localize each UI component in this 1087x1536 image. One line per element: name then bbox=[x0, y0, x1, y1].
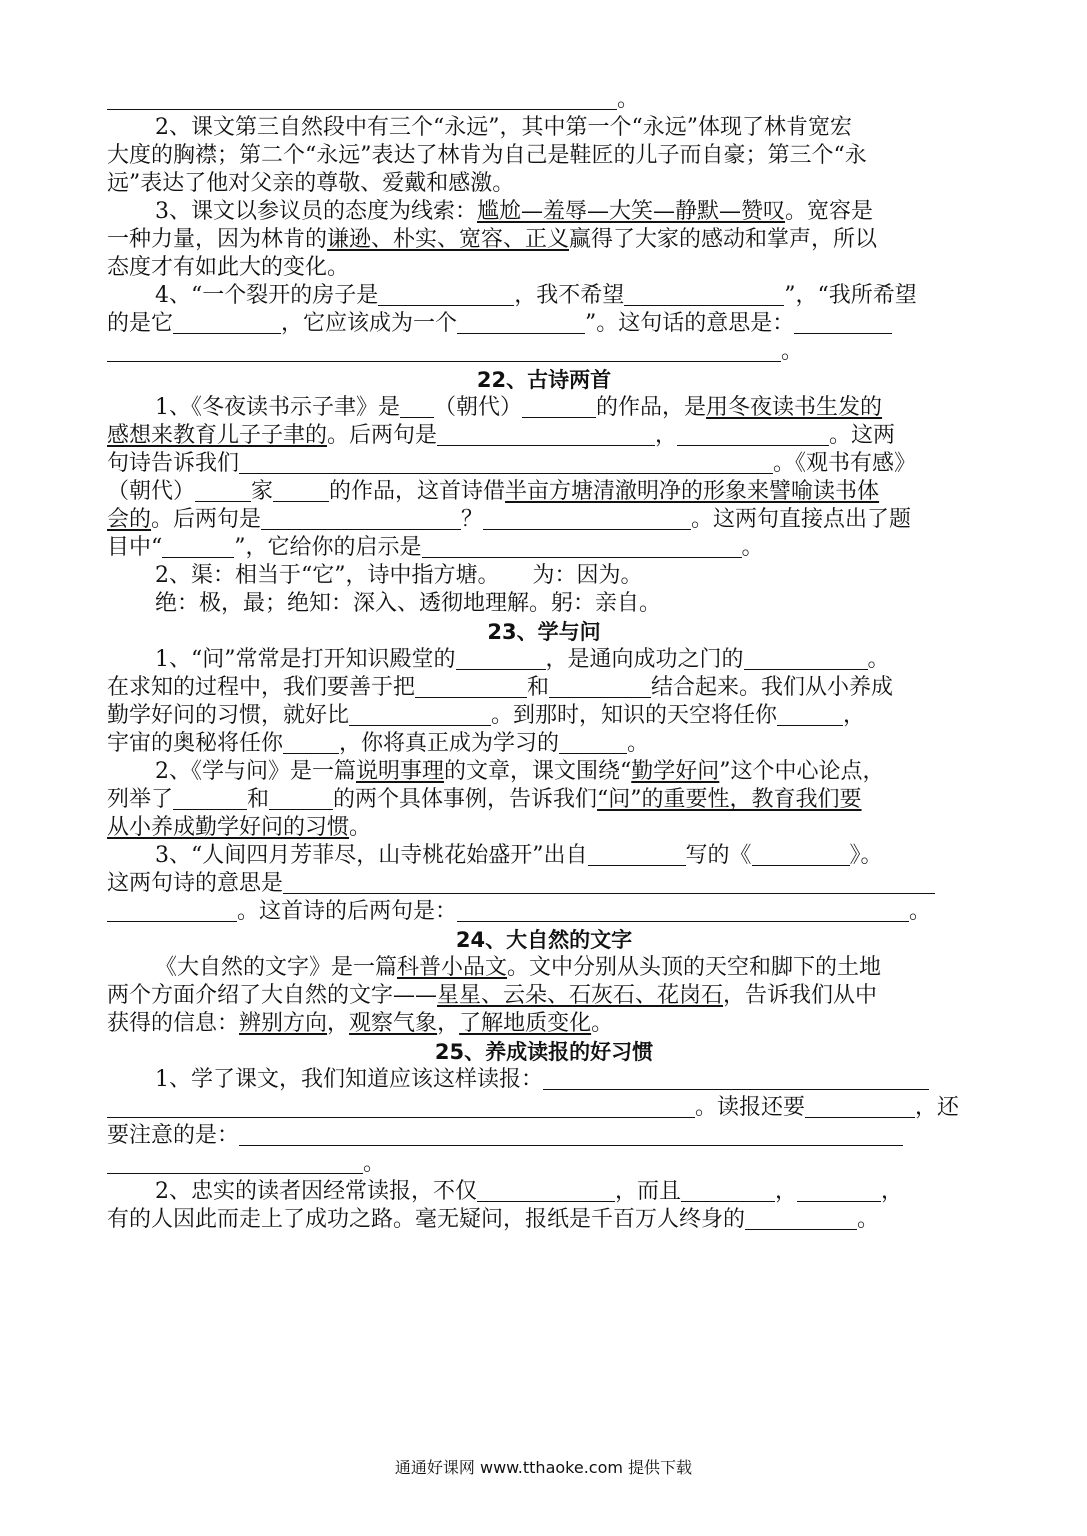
answer-blank[interactable] bbox=[677, 425, 829, 446]
answer-blank[interactable] bbox=[239, 453, 773, 474]
section-title: 24、大自然的文字 bbox=[455, 928, 633, 952]
text-line: 2、课文第三自然段中有三个“永远”，其中第一个“永远”体现了林肯宽宏 bbox=[155, 115, 852, 140]
worksheet-content bbox=[107, 86, 981, 1234]
answer-blank[interactable] bbox=[745, 1209, 857, 1230]
answer-blank[interactable] bbox=[559, 733, 627, 754]
underlined-answer: 说明事理 bbox=[356, 759, 445, 784]
text-line: 一种力量，因为林肯的谦逊、朴实、宽容、正义赢得了大家的感动和掌声，所以 bbox=[107, 227, 878, 252]
text-line: 列举了 和 的两个具体事例，告诉我们“问”的重要性，教育我们要 bbox=[107, 787, 862, 812]
text-line: 获得的信息：辨别方向，观察气象，了解地质变化。 bbox=[107, 1011, 614, 1036]
answer-blank[interactable] bbox=[456, 649, 546, 670]
underlined-answer: 星星、云朵、石灰石、花岗石 bbox=[437, 983, 724, 1008]
answer-blank[interactable] bbox=[273, 481, 329, 502]
answer-blank[interactable] bbox=[777, 705, 843, 726]
answer-blank[interactable] bbox=[624, 285, 784, 306]
underlined-answer: 了解地质变化 bbox=[459, 1011, 592, 1036]
text-line: 3、“人间四月芳菲尽，山寺桃花始盛开”出自 写的《 》。 bbox=[155, 843, 883, 868]
answer-blank[interactable] bbox=[457, 901, 909, 922]
answer-blank[interactable] bbox=[283, 733, 339, 754]
text-line: 2、《学与问》是一篇说明事理的文章，课文围绕“勤学好问”这个中心论点， bbox=[155, 759, 885, 784]
underlined-answer: “问”的重要性，教育我们要 bbox=[597, 787, 862, 812]
section-title: 22、古诗两首 bbox=[476, 368, 612, 392]
answer-blank[interactable] bbox=[349, 705, 491, 726]
text-line: 远”表达了他对父亲的尊敬、爱戴和感激。 bbox=[107, 171, 515, 196]
answer-blank[interactable] bbox=[681, 1181, 775, 1202]
answer-blank[interactable] bbox=[239, 1125, 903, 1146]
answer-blank[interactable] bbox=[588, 845, 686, 866]
answer-blank[interactable] bbox=[173, 313, 281, 334]
page-footer: 通通好课网 www.tthaoke.com 提供下载 bbox=[394, 1458, 693, 1477]
answer-blank[interactable] bbox=[107, 341, 781, 362]
answer-blank[interactable] bbox=[162, 537, 234, 558]
answer-blank[interactable] bbox=[107, 1153, 363, 1174]
answer-blank[interactable] bbox=[173, 789, 247, 810]
answer-blank[interactable] bbox=[107, 1097, 695, 1118]
underlined-answer: 会的 bbox=[107, 507, 152, 532]
text-line: 目中“ ”，它给你的启示是 。 bbox=[107, 535, 764, 560]
answer-blank[interactable] bbox=[283, 873, 935, 894]
answer-blank[interactable] bbox=[794, 313, 892, 334]
answer-blank[interactable] bbox=[483, 509, 691, 530]
section-title: 23、学与问 bbox=[487, 620, 601, 644]
answer-blank[interactable] bbox=[195, 481, 251, 502]
text-line: 勤学好问的习惯，就好比 。到那时，知识的天空将任你 ， bbox=[107, 703, 866, 728]
answer-blank[interactable] bbox=[400, 397, 434, 418]
text-line: 2、忠实的读者因经常读报，不仅 ，而且 ， ， bbox=[155, 1179, 904, 1204]
underlined-answer: 谦逊、朴实、宽容、正义 bbox=[327, 227, 570, 252]
underlined-answer: 感想来教育儿子子聿的 bbox=[107, 423, 328, 448]
text-line: 。 bbox=[107, 338, 981, 366]
text-line: 两个方面介绍了大自然的文字——星星、云朵、石灰石、花岗石，告诉我们从中 bbox=[107, 983, 878, 1008]
text-line: 3、课文以参议员的态度为线索：尴尬—羞辱—大笑—静默—赞叹。宽容是 bbox=[155, 199, 874, 224]
text-line: 2、渠：相当于“它”，诗中指方塘。 为：因为。 bbox=[155, 563, 643, 588]
answer-blank[interactable] bbox=[522, 397, 596, 418]
underlined-answer: 科普小品文 bbox=[397, 955, 508, 980]
text-line: 。 bbox=[107, 86, 981, 114]
text-line: 1、《冬夜读书示子聿》是 （朝代） 的作品，是用冬夜读书生发的 bbox=[155, 395, 883, 420]
text-line: 。这首诗的后两句是： 。 bbox=[107, 898, 981, 926]
text-line: 要注意的是： bbox=[107, 1122, 981, 1150]
text-line: 感想来教育儿子子聿的。后两句是 ， 。这两 bbox=[107, 423, 896, 448]
underlined-answer: 观察气象 bbox=[349, 1011, 438, 1036]
answer-blank[interactable] bbox=[269, 789, 333, 810]
text-line: 1、“问”常常是打开知识殿堂的 ，是通向成功之门的 。 bbox=[155, 647, 890, 672]
text-line: 这两句诗的意思是 bbox=[107, 870, 981, 898]
text-line: 会的。后两句是 ？ 。这两句直接点出了题 bbox=[107, 507, 912, 532]
answer-blank[interactable] bbox=[107, 89, 617, 110]
text-line: 1、学了课文，我们知道应该这样读报： bbox=[107, 1066, 981, 1094]
underlined-answer: 辨别方向 bbox=[239, 1011, 328, 1036]
text-line: 。 bbox=[107, 1150, 981, 1178]
text-line: 。读报还要 ，还 bbox=[107, 1094, 981, 1122]
underlined-answer: 勤学好问 bbox=[631, 759, 720, 784]
text-line: （朝代） 家 的作品，这首诗借半亩方塘清澈明净的形象来譬喻读书体 bbox=[107, 479, 880, 504]
answer-blank[interactable] bbox=[543, 1069, 929, 1090]
answer-blank[interactable] bbox=[477, 1181, 615, 1202]
text-line: 绝：极，最；绝知：深入、透彻地理解。躬：亲自。 bbox=[155, 591, 662, 616]
underlined-answer: 尴尬—羞辱—大笑—静默—赞叹 bbox=[477, 199, 786, 224]
underlined-answer: 从小养成勤学好问的习惯 bbox=[107, 815, 350, 840]
text-line: 4、“一个裂开的房子是 ，我不希望 ”，“我所希望 bbox=[155, 283, 917, 308]
answer-blank[interactable] bbox=[378, 285, 514, 306]
answer-blank[interactable] bbox=[797, 1181, 881, 1202]
answer-blank[interactable] bbox=[549, 677, 651, 698]
text-line: 的是它 ，它应该成为一个 ”。这句话的意思是： bbox=[107, 310, 981, 338]
answer-blank[interactable] bbox=[261, 509, 461, 530]
answer-blank[interactable] bbox=[415, 677, 527, 698]
underlined-answer: 半亩方塘清澈明净的形象来譬喻读书体 bbox=[505, 479, 880, 504]
answer-blank[interactable] bbox=[805, 1097, 915, 1118]
text-line: 大度的胸襟；第二个“永远”表达了林肯为自己是鞋匠的儿子而自豪；第三个“永 bbox=[107, 143, 867, 168]
text-line: 句诗告诉我们 。《观书有感》 bbox=[107, 451, 917, 476]
answer-blank[interactable] bbox=[457, 313, 585, 334]
text-line: 在求知的过程中，我们要善于把 和 结合起来。我们从小养成 bbox=[107, 675, 894, 700]
text-line: 有的人因此而走上了成功之路。毫无疑问，报纸是千百万人终身的 。 bbox=[107, 1207, 880, 1232]
text-line: 宇宙的奥秘将任你 ，你将真正成为学习的 。 bbox=[107, 731, 650, 756]
text-line: 从小养成勤学好问的习惯。 bbox=[107, 815, 372, 840]
section-title: 25、养成读报的好习惯 bbox=[434, 1040, 654, 1064]
answer-blank[interactable] bbox=[752, 845, 850, 866]
text-line: 态度才有如此大的变化。 bbox=[107, 255, 350, 280]
answer-blank[interactable] bbox=[437, 425, 655, 446]
underlined-answer: 用冬夜读书生发的 bbox=[706, 395, 883, 420]
answer-blank[interactable] bbox=[744, 649, 868, 670]
answer-blank[interactable] bbox=[422, 537, 742, 558]
answer-blank[interactable] bbox=[107, 901, 237, 922]
text-line: 《大自然的文字》是一篇科普小品文。文中分别从头顶的天空和脚下的土地 bbox=[155, 955, 882, 980]
